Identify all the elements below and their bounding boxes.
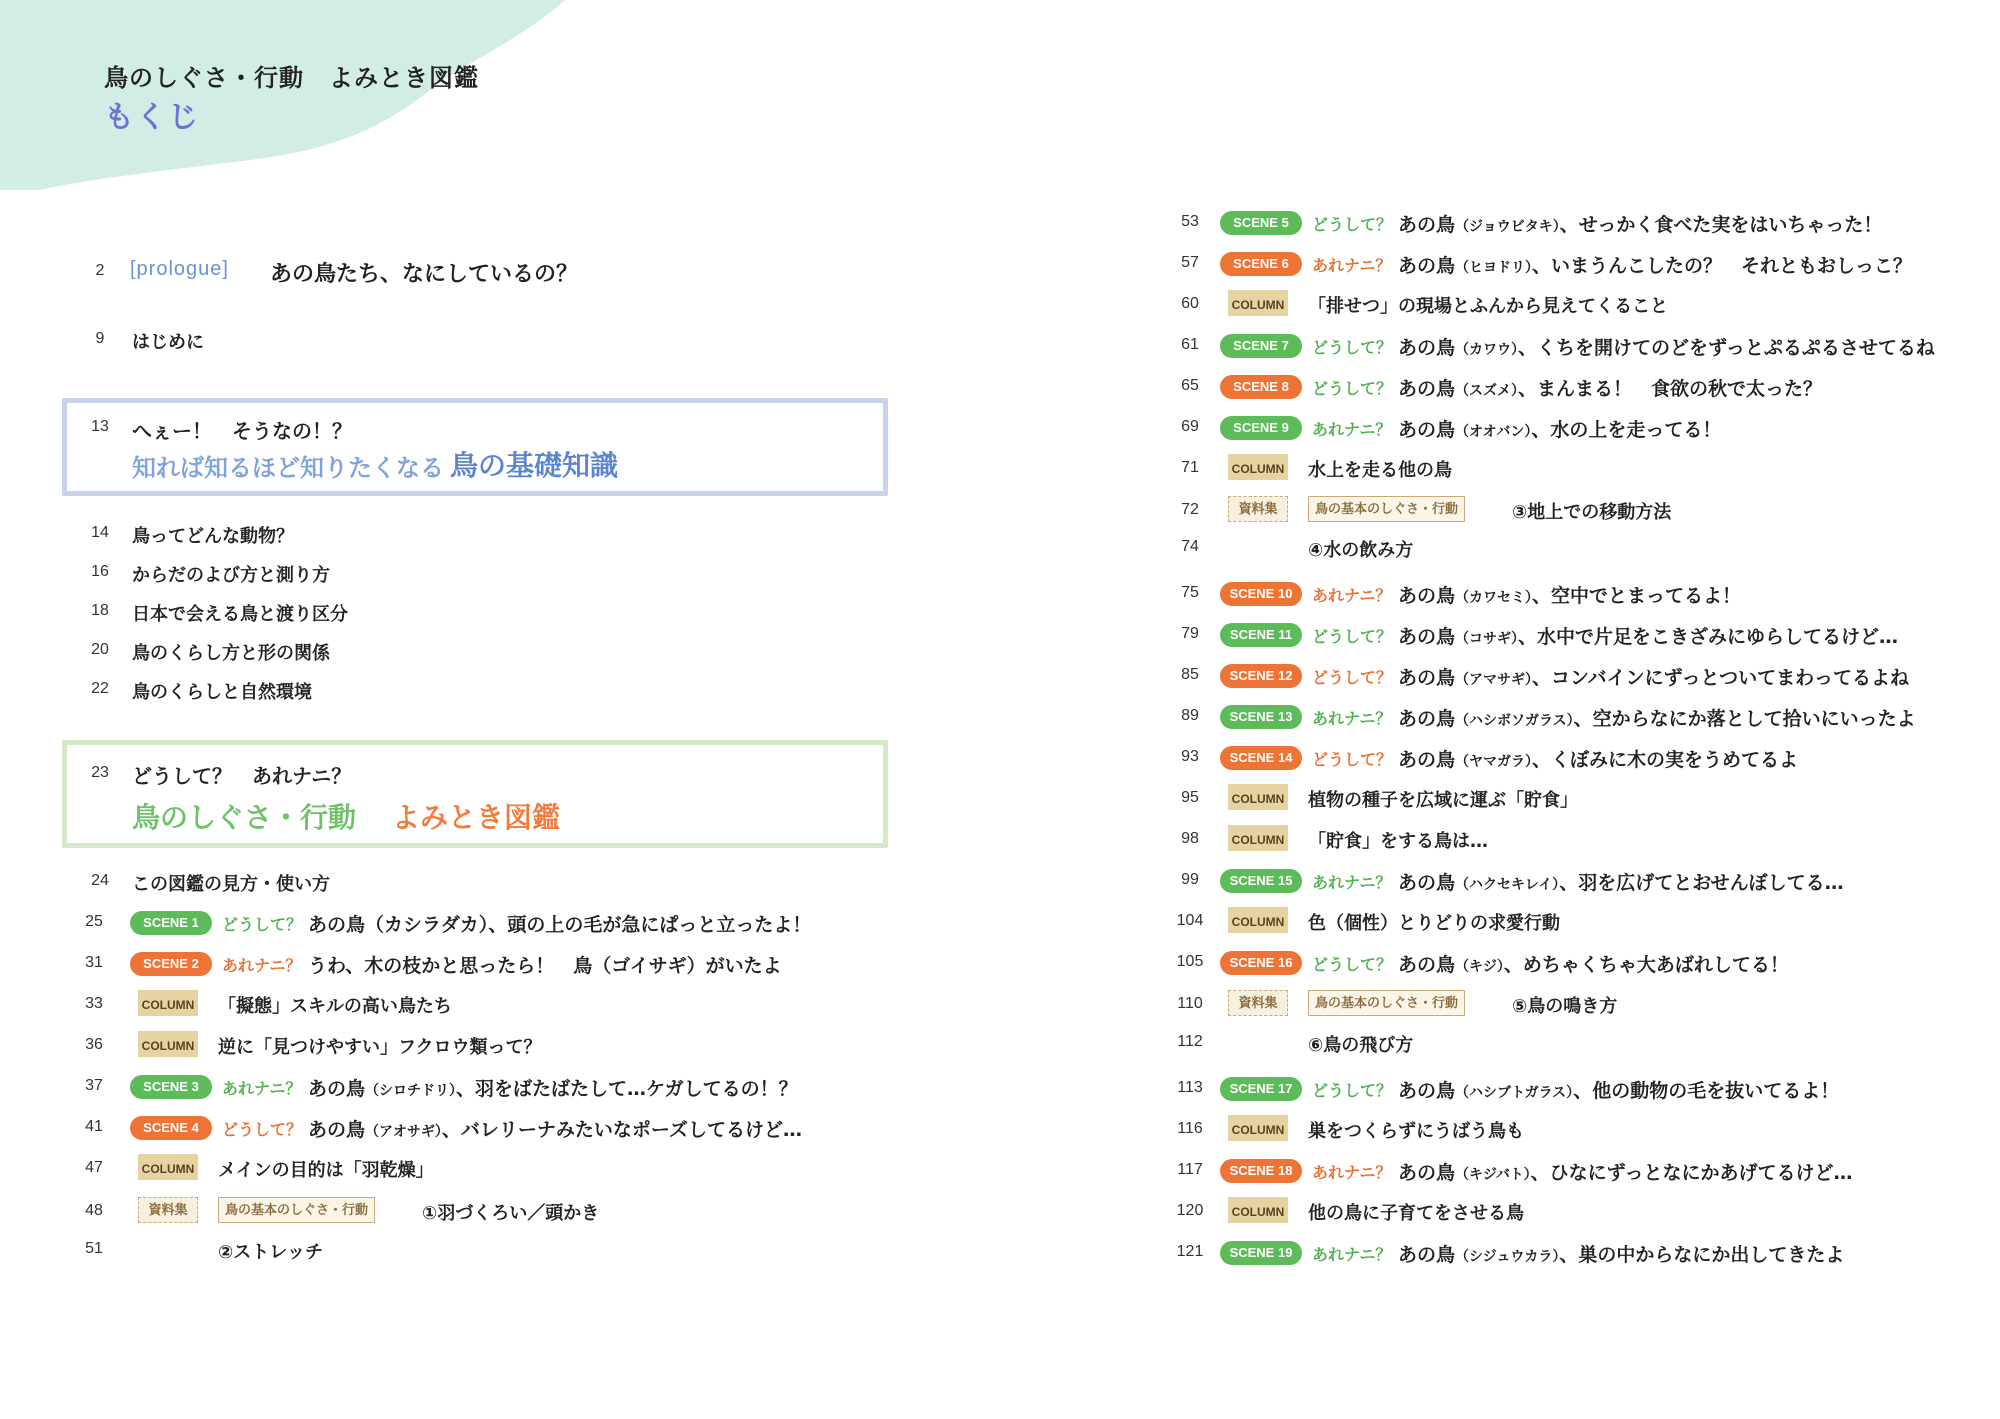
page-number: 48	[85, 1202, 103, 1219]
page-number: 105	[1176, 953, 1204, 970]
section-title-b[interactable]: よみとき図鑑	[392, 801, 561, 834]
scene-badge: SCENE 16	[1220, 951, 1302, 975]
scene-badge: SCENE 9	[1220, 416, 1302, 440]
entry-title[interactable]: ⑥鳥の飛び方	[1308, 1035, 1414, 1056]
scene-badge: SCENE 7	[1220, 334, 1302, 358]
page-number: 51	[85, 1240, 103, 1257]
entry-title[interactable]: あの鳥（シジュウカラ）、巣の中からなにか出してきたよ	[1398, 1244, 1845, 1266]
entry-title[interactable]: あの鳥（カワウ）、くちを開けてのどをずっとぷるぷるさせてるね	[1398, 337, 1935, 359]
page-number: 120	[1176, 1202, 1204, 1219]
page-number: 24	[91, 872, 109, 889]
page-number: 47	[85, 1159, 103, 1176]
scene-badge: SCENE 6	[1220, 252, 1302, 276]
page-number: 2	[95, 262, 105, 279]
page-number: 36	[85, 1036, 103, 1053]
scene-badge: SCENE 19	[1220, 1241, 1302, 1265]
column-badge: COLUMN	[1228, 907, 1288, 933]
page-number: 41	[85, 1118, 103, 1135]
column-badge: COLUMN	[138, 1031, 198, 1057]
page-number: 37	[85, 1077, 103, 1094]
intro-link[interactable]: はじめに	[132, 332, 204, 353]
entry-tag: どうして？	[1312, 668, 1393, 687]
scene-badge: SCENE 18	[1220, 1159, 1302, 1183]
entry-tag: どうして？	[1312, 338, 1393, 357]
scene-badge: SCENE 8	[1220, 375, 1302, 399]
scene-badge: SCENE 11	[1220, 623, 1302, 647]
entry-tag: どうして？	[1312, 750, 1393, 769]
entry-title[interactable]: 巣をつくらずにうばう鳥も	[1308, 1121, 1524, 1142]
scene-badge: SCENE 3	[130, 1075, 212, 1099]
scene-badge: SCENE 17	[1220, 1077, 1302, 1101]
kihon-badge: 鳥の基本のしぐさ・行動	[1308, 496, 1465, 522]
scene-badge: SCENE 1	[130, 911, 212, 935]
entry-title[interactable]: あの鳥（キジ）、めちゃくちゃ大あばれしてる！	[1398, 954, 1789, 976]
entry-title[interactable]: 「排せつ」の現場とふんから見えてくること	[1308, 296, 1668, 317]
page-number: 69	[1181, 418, 1199, 435]
list-item[interactable]: 鳥ってどんな動物？	[132, 526, 294, 547]
scene-badge: SCENE 13	[1220, 705, 1302, 729]
page-number: 16	[91, 563, 109, 580]
entry-title[interactable]: あの鳥（ジョウビタキ）、せっかく食べた実をはいちゃった！	[1398, 214, 1883, 236]
kihon-badge: 鳥の基本のしぐさ・行動	[218, 1197, 375, 1223]
toc-title: もくじ	[104, 100, 200, 135]
entry-tag: あれナニ？	[1312, 1245, 1392, 1264]
page-number: 60	[1181, 295, 1199, 312]
entry-title[interactable]: あの鳥（スズメ）、まんまる！ 食欲の秋で太った？	[1398, 378, 1823, 400]
entry-title[interactable]: うわ、木の枝かと思ったら！ 鳥（ゴイサギ）がいたよ	[308, 955, 782, 977]
page-number: 53	[1181, 213, 1199, 230]
scene-badge: SCENE 5	[1220, 211, 1302, 235]
section-title-a[interactable]: 鳥のしぐさ・行動	[132, 801, 357, 834]
page-number: 79	[1181, 625, 1199, 642]
page-number: 22	[91, 680, 109, 697]
entry-tag: どうして？	[1312, 1081, 1393, 1100]
page-number: 9	[95, 330, 105, 347]
column-badge: COLUMN	[1228, 1115, 1288, 1141]
entry-title[interactable]: ①羽づくろい／頭かき	[422, 1203, 600, 1224]
page-number: 98	[1181, 830, 1199, 847]
page-number: 75	[1181, 584, 1199, 601]
entry-title[interactable]: 他の鳥に子育てをさせる鳥	[1308, 1203, 1524, 1224]
scene-badge: SCENE 2	[130, 952, 212, 976]
page-number: 65	[1181, 377, 1199, 394]
list-item[interactable]: 鳥のくらし方と形の関係	[132, 643, 330, 664]
section-title-a[interactable]: 知れば知るほど知りたくなる	[132, 454, 444, 482]
guide-link[interactable]: この図鑑の見方・使い方	[132, 874, 330, 895]
page-number: 13	[91, 418, 109, 435]
page-number: 93	[1181, 748, 1199, 765]
entry-tag: あれナニ？	[1312, 709, 1392, 728]
entry-title[interactable]: あの鳥（ヒヨドリ）、いまうんこしたの？ それともおしっこ？	[1398, 255, 1913, 277]
entry-title[interactable]: あの鳥（ハシボソガラス）、空からなにか落として拾いにいったよ	[1398, 708, 1916, 730]
entry-title[interactable]: 「貯食」をする鳥は…	[1308, 831, 1488, 852]
prologue-title[interactable]: あの鳥たち、なにしているの？	[270, 262, 579, 287]
entry-tag: あれナニ？	[222, 956, 302, 975]
list-item[interactable]: 日本で会える鳥と渡り区分	[132, 604, 348, 625]
page-number: 112	[1177, 1033, 1203, 1050]
page-number: 61	[1181, 336, 1199, 353]
entry-tag: どうして？	[1312, 955, 1393, 974]
entry-tag: あれナニ？	[1312, 420, 1392, 439]
shiryo-badge: 資料集	[1228, 496, 1288, 522]
entry-title[interactable]: 「擬態」スキルの高い鳥たち	[218, 996, 452, 1017]
list-item[interactable]: からだのよび方と測り方	[132, 565, 330, 586]
entry-title[interactable]: あの鳥（コサギ）、水中で片足をこきざみにゆらしてるけど…	[1398, 626, 1899, 648]
entry-title[interactable]: 逆に「見つけやすい」フクロウ類って？	[218, 1037, 542, 1058]
prologue-tag: [prologue]	[130, 258, 229, 280]
page-number: 104	[1176, 912, 1204, 929]
entry-title[interactable]: あの鳥（ヤマガラ）、くぼみに木の実をうめてるよ	[1398, 749, 1799, 771]
scene-badge: SCENE 4	[130, 1116, 212, 1140]
page-number: 33	[85, 995, 103, 1012]
column-badge: COLUMN	[1228, 454, 1288, 480]
entry-title[interactable]: あの鳥（カシラダカ）、頭の上の毛が急にぱっと立ったよ！	[308, 914, 812, 936]
page-number: 20	[91, 641, 109, 658]
entry-title[interactable]: あの鳥（ハクセキレイ）、羽を広げてとおせんぼしてる…	[1398, 872, 1844, 894]
page-number: 110	[1177, 995, 1203, 1012]
page-number: 74	[1181, 538, 1199, 555]
scene-badge: SCENE 15	[1220, 869, 1302, 893]
entry-tag: あれナニ？	[1312, 1163, 1392, 1182]
entry-title[interactable]: ④水の飲み方	[1308, 540, 1414, 561]
header-blob	[0, 0, 580, 200]
entry-tag: どうして？	[1312, 627, 1393, 646]
entry-title[interactable]: あの鳥（シロチドリ）、羽をばたばたして…ケガしてるの！？	[308, 1078, 798, 1100]
page-number: 116	[1177, 1120, 1203, 1137]
section-kicker: へぇー！ そうなの！？	[132, 419, 352, 443]
entry-title[interactable]: あの鳥（ハシブトガラス）、他の動物の毛を抜いてるよ！	[1398, 1080, 1840, 1102]
column-badge: COLUMN	[1228, 290, 1288, 316]
entry-tag: どうして？	[1312, 379, 1393, 398]
column-badge: COLUMN	[1228, 825, 1288, 851]
page-number: 25	[85, 913, 103, 930]
page-number: 99	[1181, 871, 1199, 888]
column-badge: COLUMN	[1228, 784, 1288, 810]
entry-tag: あれナニ？	[1312, 256, 1392, 275]
list-item[interactable]: 鳥のくらしと自然環境	[132, 682, 312, 703]
entry-title[interactable]: メインの目的は「羽乾燥」	[218, 1160, 434, 1181]
page-number: 71	[1181, 459, 1199, 476]
entry-title[interactable]: ③地上での移動方法	[1512, 502, 1672, 523]
page-number: 121	[1176, 1243, 1204, 1260]
shiryo-badge: 資料集	[138, 1197, 198, 1223]
page-number: 14	[91, 524, 109, 541]
entry-title[interactable]: あの鳥（カワセミ）、空中でとまってるよ！	[1398, 585, 1742, 607]
entry-title[interactable]: あの鳥（オオバン）、水の上を走ってる！	[1398, 419, 1722, 441]
page-number: 23	[91, 764, 109, 781]
page-number: 57	[1181, 254, 1199, 271]
scene-badge: SCENE 14	[1220, 746, 1302, 770]
entry-title[interactable]: あの鳥（キジバト）、ひなにずっとなにかあげてるけど…	[1398, 1162, 1853, 1184]
entry-tag: あれナニ？	[222, 1079, 302, 1098]
entry-tag: どうして？	[222, 1120, 303, 1139]
column-badge: COLUMN	[1228, 1197, 1288, 1223]
entry-title[interactable]: ⑤鳥の鳴き方	[1512, 996, 1618, 1017]
page-number: 95	[1181, 789, 1199, 806]
entry-title[interactable]: ②ストレッチ	[218, 1242, 324, 1263]
entry-title[interactable]: あの鳥（アオサギ）、バレリーナみたいなポーズしてるけど…	[308, 1119, 802, 1141]
column-badge: COLUMN	[138, 990, 198, 1016]
entry-tag: どうして？	[222, 915, 303, 934]
entry-tag: あれナニ？	[1312, 586, 1392, 605]
section-kicker: どうして？ あれナニ？	[132, 764, 352, 788]
scene-badge: SCENE 10	[1220, 582, 1302, 606]
kihon-badge: 鳥の基本のしぐさ・行動	[1308, 990, 1465, 1016]
shiryo-badge: 資料集	[1228, 990, 1288, 1016]
entry-title[interactable]: 色（個性）とりどりの求愛行動	[1308, 913, 1560, 934]
entry-tag: どうして？	[1312, 215, 1393, 234]
scene-badge: SCENE 12	[1220, 664, 1302, 688]
page-number: 85	[1181, 666, 1199, 683]
entry-title[interactable]: 水上を走る他の鳥	[1308, 460, 1452, 481]
page-number: 117	[1177, 1161, 1203, 1178]
section-title-b[interactable]: 鳥の基礎知識	[450, 449, 619, 482]
page-number: 18	[91, 602, 109, 619]
page-number: 31	[85, 954, 103, 971]
entry-title[interactable]: あの鳥（アマサギ）、コンバインにずっとついてまわってるよね	[1398, 667, 1909, 689]
page-number: 89	[1181, 707, 1199, 724]
page-number: 72	[1181, 501, 1199, 518]
series-title: 鳥のしぐさ・行動 よみとき図鑑	[104, 64, 479, 92]
page-number: 113	[1177, 1079, 1203, 1096]
column-badge: COLUMN	[138, 1154, 198, 1180]
entry-title[interactable]: 植物の種子を広域に運ぶ「貯食」	[1308, 790, 1578, 811]
entry-tag: あれナニ？	[1312, 873, 1392, 892]
